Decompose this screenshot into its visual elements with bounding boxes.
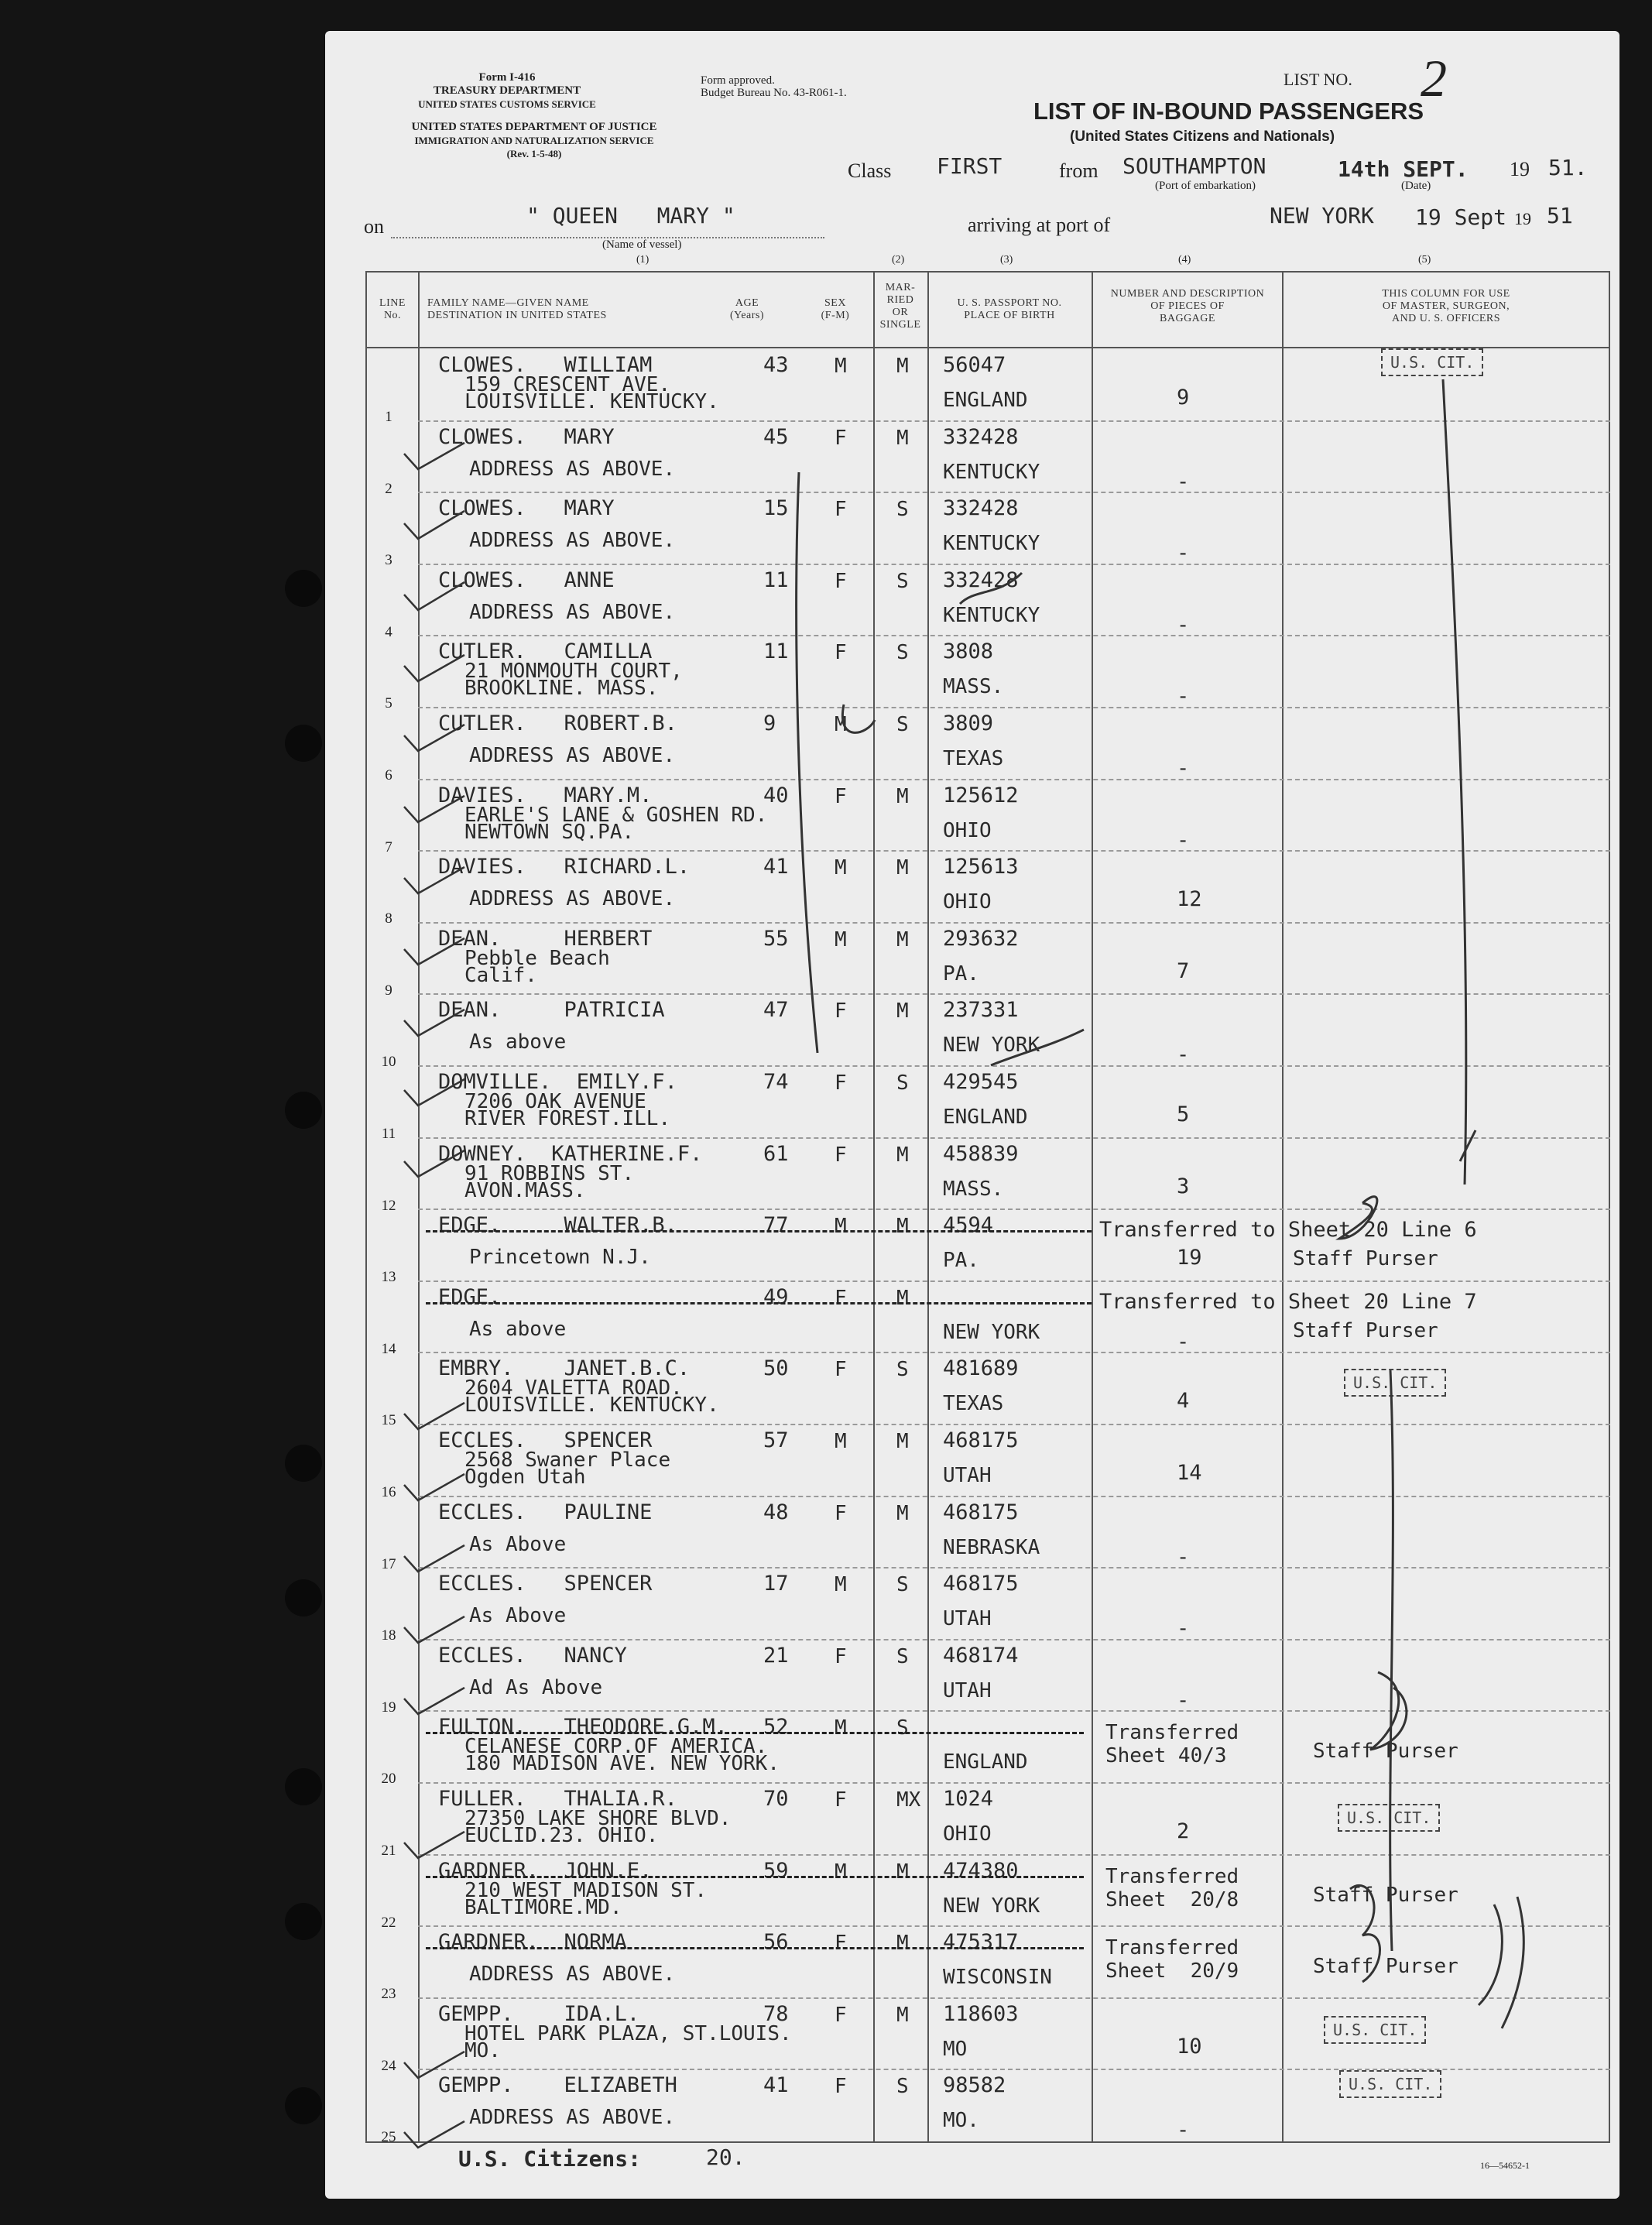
header-baggage: NUMBER AND DESCRIPTION OF PIECES OF BAGGAGE bbox=[1110, 288, 1265, 324]
col-num-3: (3) bbox=[1000, 254, 1013, 266]
place-of-birth: ENGLAND bbox=[943, 1106, 1028, 1129]
marital-status: S bbox=[896, 1071, 909, 1095]
transfer-remark: Transferred to Sheet 20 Line 7 bbox=[1099, 1289, 1477, 1314]
arrival-year-prefix: 19 bbox=[1514, 209, 1531, 228]
sex: M bbox=[835, 1716, 847, 1740]
address-line-2: BROOKLINE. MASS. bbox=[464, 677, 659, 701]
passport-no: 293632 bbox=[943, 926, 1019, 951]
marital-status: M bbox=[896, 1860, 909, 1884]
marital-status: M bbox=[896, 1215, 909, 1239]
address-line-2: AVON.MASS. bbox=[464, 1178, 586, 1202]
marital-status: S bbox=[896, 498, 909, 522]
baggage-count: 14 bbox=[1177, 1461, 1202, 1485]
sex: F bbox=[835, 1286, 847, 1310]
marital-status: M bbox=[896, 355, 909, 378]
passenger-name: EMBRY. JANET.B.C. bbox=[438, 1356, 691, 1381]
vessel-caption: (Name of vessel) bbox=[602, 238, 682, 251]
staff-purser-note: Staff Purser bbox=[1313, 1740, 1458, 1764]
baggage-count: 2 bbox=[1177, 1819, 1190, 1843]
place-of-birth: TEXAS bbox=[943, 1392, 1004, 1416]
place-of-birth: MASS. bbox=[943, 675, 1004, 699]
header-age: AGE (Years) bbox=[729, 297, 765, 321]
baggage-count: - bbox=[1177, 756, 1190, 780]
passenger-name: CLOWES. ANNE bbox=[438, 567, 615, 592]
passport-no: 468175 bbox=[943, 1500, 1019, 1524]
sex: F bbox=[835, 999, 847, 1023]
line-number: 22 bbox=[381, 1914, 396, 1931]
place-of-birth: MASS. bbox=[943, 1177, 1004, 1201]
list-no-label: LIST NO. bbox=[1284, 70, 1352, 89]
passenger-name: ECCLES. SPENCER bbox=[438, 1428, 653, 1452]
us-cit-stamp: U.S. CIT. bbox=[1381, 348, 1483, 376]
passport-no: 98582 bbox=[943, 2073, 1006, 2098]
line-number: 12 bbox=[381, 1197, 396, 1214]
marital-status: M bbox=[896, 784, 909, 808]
passenger-name: DEAN. PATRICIA bbox=[438, 998, 665, 1023]
line-number: 19 bbox=[381, 1699, 396, 1716]
header-sex: SEX (F-M) bbox=[821, 297, 850, 321]
place-of-birth: OHIO bbox=[943, 1822, 992, 1846]
address-line-1: 27350 LAKE SHORE BLVD. bbox=[464, 1807, 732, 1830]
passenger-name: CLOWES. MARY bbox=[438, 496, 615, 521]
address-line-1: CELANESE CORP.OF AMERICA. bbox=[464, 1735, 768, 1759]
sex: M bbox=[835, 927, 847, 951]
address-line-2: RIVER FOREST.ILL. bbox=[464, 1107, 671, 1130]
place-of-birth: KENTUCKY bbox=[943, 460, 1040, 484]
port-caption: (Port of embarkation) bbox=[1155, 180, 1256, 192]
address-line-2: As above bbox=[469, 1317, 567, 1341]
baggage-count: 3 bbox=[1177, 1174, 1190, 1198]
sex: M bbox=[835, 713, 847, 736]
class-label: Class bbox=[848, 159, 892, 182]
us-cit-stamp: U.S. CIT. bbox=[1338, 1804, 1440, 1832]
sex: F bbox=[835, 1358, 847, 1382]
passenger-name: EDGE. bbox=[438, 1284, 502, 1309]
passport-no: 468175 bbox=[943, 1572, 1019, 1596]
age: 55 bbox=[763, 926, 789, 951]
address-line-2: ADDRESS AS ABOVE. bbox=[469, 744, 676, 767]
sex: M bbox=[835, 1215, 847, 1239]
passport-no: 458839 bbox=[943, 1141, 1019, 1166]
baggage-count: - bbox=[1177, 541, 1190, 566]
age: 9 bbox=[763, 711, 776, 735]
vessel-name: " QUEEN MARY " bbox=[526, 203, 735, 228]
marital-status: S bbox=[896, 1716, 909, 1740]
baggage-count: - bbox=[1177, 612, 1190, 637]
sex: F bbox=[835, 784, 847, 808]
sex: F bbox=[835, 1071, 847, 1095]
us-citizens-total: 20. bbox=[706, 2144, 745, 2170]
age: 49 bbox=[763, 1284, 789, 1309]
address-line-2: MO. bbox=[464, 2038, 501, 2062]
transfer-remark: Transferred to Sheet 20 Line 6 bbox=[1099, 1218, 1477, 1243]
place-of-birth: ENGLAND bbox=[943, 1750, 1028, 1774]
marital-status: MX bbox=[896, 1788, 921, 1812]
address-line-1: 2568 Swaner Place bbox=[464, 1448, 671, 1472]
address-line-2: Princetown N.J. bbox=[469, 1246, 651, 1270]
passenger-name: DEAN. HERBERT bbox=[438, 926, 653, 951]
marital-status: S bbox=[896, 569, 909, 593]
baggage-count: - bbox=[1177, 469, 1190, 494]
us-cit-stamp: U.S. CIT. bbox=[1344, 1369, 1446, 1397]
form-subtitle: (United States Citizens and Nationals) bbox=[1070, 129, 1335, 145]
age: 41 bbox=[763, 2073, 789, 2098]
marital-status: M bbox=[896, 856, 909, 880]
passenger-name: ECCLES. NANCY bbox=[438, 1643, 627, 1668]
address-line-2: As Above bbox=[469, 1604, 567, 1628]
budget-bureau: Budget Bureau No. 43-R061-1. bbox=[701, 87, 847, 99]
address-line-2: EUCLID.23. OHIO. bbox=[464, 1824, 659, 1847]
address-line-2: Calif. bbox=[464, 963, 537, 987]
line-number: 9 bbox=[385, 982, 392, 999]
sex: F bbox=[835, 1644, 847, 1668]
arrival-port: NEW YORK bbox=[1270, 203, 1374, 228]
marital-status: S bbox=[896, 1573, 909, 1597]
us-citizens-label: U.S. Citizens: bbox=[458, 2146, 642, 2172]
baggage-count: - bbox=[1177, 1043, 1190, 1068]
address-line-2: As above bbox=[469, 1030, 567, 1054]
marital-status: M bbox=[896, 426, 909, 450]
passenger-name: EDGE. WALTER.B. bbox=[438, 1213, 677, 1238]
passenger-name: DAVIES. RICHARD.L. bbox=[438, 855, 691, 879]
address-line-2: ADDRESS AS ABOVE. bbox=[469, 457, 676, 481]
passport-no: 237331 bbox=[943, 998, 1019, 1023]
sex: M bbox=[835, 856, 847, 880]
address-line-1: HOTEL PARK PLAZA, ST.LOUIS. bbox=[464, 2021, 792, 2045]
baggage-count: - bbox=[1177, 828, 1190, 852]
age: 52 bbox=[763, 1715, 789, 1740]
passport-no: 125612 bbox=[943, 783, 1019, 807]
staff-purser-note: Staff Purser bbox=[1293, 1318, 1438, 1342]
address-line-1: 159 CRESCENT AVE. bbox=[464, 373, 671, 396]
address-line-2: As Above bbox=[469, 1532, 567, 1556]
transfer-remark: Transferred bbox=[1105, 1936, 1239, 1960]
address-line-2: ADDRESS AS ABOVE. bbox=[469, 887, 676, 911]
marital-status: S bbox=[896, 2075, 909, 2099]
place-of-birth: PA. bbox=[943, 962, 979, 986]
address-line-2: LOUISVILLE. KENTUCKY. bbox=[464, 1394, 719, 1418]
address-line-2: ADDRESS AS ABOVE. bbox=[469, 600, 676, 624]
place-of-birth: NEW YORK bbox=[943, 1320, 1040, 1344]
baggage-count: 7 bbox=[1177, 958, 1190, 983]
sex: F bbox=[835, 2003, 847, 2027]
line-number: 7 bbox=[385, 838, 392, 855]
age: 48 bbox=[763, 1500, 789, 1524]
baggage-count: - bbox=[1177, 1688, 1190, 1712]
baggage-count: 12 bbox=[1177, 887, 1202, 912]
passport-no: 4594 bbox=[943, 1213, 994, 1238]
arrival-year: 51 bbox=[1547, 203, 1573, 228]
address-line-1: Pebble Beach bbox=[464, 946, 610, 970]
address-line-1: 21 MONMOUTH COURT, bbox=[464, 660, 683, 684]
line-number: 16 bbox=[381, 1484, 396, 1500]
header-line-no: LINE No. bbox=[379, 297, 406, 321]
line-number: 11 bbox=[381, 1126, 396, 1142]
line-number: 15 bbox=[381, 1412, 396, 1429]
baggage-count: 4 bbox=[1177, 1389, 1190, 1414]
arriving-label: arriving at port of bbox=[968, 214, 1111, 236]
passport-no: 481689 bbox=[943, 1356, 1019, 1381]
marital-status: S bbox=[896, 1644, 909, 1668]
ins-service: IMMIGRATION AND NATURALIZATION SERVICE bbox=[414, 135, 654, 146]
transfer-remark: Transferred bbox=[1105, 1721, 1239, 1745]
baggage-count: 9 bbox=[1177, 386, 1190, 410]
baggage-count: 10 bbox=[1177, 2034, 1202, 2059]
passport-no: 429545 bbox=[943, 1070, 1019, 1094]
address-line-2: NEWTOWN SQ.PA. bbox=[464, 820, 635, 844]
age: 78 bbox=[763, 2001, 789, 2026]
place-of-birth: OHIO bbox=[943, 818, 992, 842]
address-line-1: EARLE'S LANE & GOSHEN RD. bbox=[464, 803, 768, 827]
line-number: 24 bbox=[381, 2057, 396, 2074]
address-line-1: 210 WEST MADISON ST. bbox=[464, 1878, 708, 1902]
age: 41 bbox=[763, 855, 789, 879]
justice-dept: UNITED STATES DEPARTMENT OF JUSTICE bbox=[411, 121, 657, 133]
sex: M bbox=[835, 1573, 847, 1597]
year-prefix: 19 bbox=[1510, 158, 1530, 180]
passenger-name: CUTLER. ROBERT.B. bbox=[438, 711, 677, 735]
passport-no: 1024 bbox=[943, 1787, 994, 1811]
us-cit-stamp: U.S. CIT. bbox=[1324, 2016, 1426, 2044]
on-label: on bbox=[364, 215, 384, 238]
sex: F bbox=[835, 569, 847, 593]
staff-purser-note: Staff Purser bbox=[1293, 1247, 1438, 1271]
passport-no: 3809 bbox=[943, 711, 994, 735]
sex: F bbox=[835, 1501, 847, 1525]
passport-no: 3808 bbox=[943, 639, 994, 664]
passenger-name: GEMPP. ELIZABETH bbox=[438, 2073, 677, 2098]
marital-status: M bbox=[896, 999, 909, 1023]
address-line-2: ADDRESS AS ABOVE. bbox=[469, 2106, 676, 2130]
transfer-sheet: Sheet 20/8 bbox=[1105, 1887, 1239, 1911]
line-number: 23 bbox=[381, 1986, 396, 2003]
baggage-count: 19 bbox=[1177, 1246, 1202, 1270]
baggage-count: - bbox=[1177, 2118, 1190, 2143]
baggage-count: 5 bbox=[1177, 1102, 1190, 1126]
baggage-count: - bbox=[1177, 684, 1190, 709]
sex: F bbox=[835, 1788, 847, 1812]
passenger-name: GEMPP. IDA.L. bbox=[438, 2001, 640, 2026]
passport-no: 468174 bbox=[943, 1643, 1019, 1668]
us-cit-stamp: U.S. CIT. bbox=[1339, 2070, 1441, 2098]
age: 11 bbox=[763, 639, 789, 664]
line-number: 2 bbox=[385, 480, 392, 497]
marital-status: S bbox=[896, 641, 909, 665]
age: 56 bbox=[763, 1930, 789, 1955]
marital-status: M bbox=[896, 927, 909, 951]
baggage-count: - bbox=[1177, 1544, 1190, 1569]
address-line-1: 91 ROBBINS ST. bbox=[464, 1161, 635, 1185]
age: 43 bbox=[763, 353, 789, 377]
transfer-sheet: Sheet 20/9 bbox=[1105, 1959, 1239, 1983]
line-number: 10 bbox=[381, 1054, 396, 1071]
age: 40 bbox=[763, 783, 789, 807]
form-title: LIST OF IN-BOUND PASSENGERS bbox=[1033, 98, 1424, 125]
sex: F bbox=[835, 426, 847, 450]
marital-status: M bbox=[896, 1286, 909, 1310]
address-line-2: ADDRESS AS ABOVE. bbox=[469, 529, 676, 553]
line-number: 1 bbox=[385, 409, 392, 425]
list-no: 2 bbox=[1421, 49, 1447, 108]
age: 17 bbox=[763, 1572, 789, 1596]
marital-status: M bbox=[896, 1932, 909, 1956]
departure-date: 14th SEPT. bbox=[1338, 156, 1469, 182]
passenger-name: DOMVILLE. EMILY.F. bbox=[438, 1070, 677, 1094]
sex: F bbox=[835, 641, 847, 665]
place-of-birth: NEW YORK bbox=[943, 1894, 1040, 1918]
passenger-name: ECCLES. SPENCER bbox=[438, 1572, 653, 1596]
header-married: MAR- RIED OR SINGLE bbox=[879, 282, 921, 331]
footer-code: 16—54652-1 bbox=[1480, 2160, 1530, 2171]
passenger-name: CLOWES. WILLIAM bbox=[438, 353, 653, 377]
place-of-birth: KENTUCKY bbox=[943, 532, 1040, 556]
baggage-count: - bbox=[1177, 1616, 1190, 1641]
embarkation-port: SOUTHAMPTON bbox=[1122, 153, 1266, 179]
staff-purser-note: Staff Purser bbox=[1313, 1955, 1458, 1979]
place-of-birth: PA. bbox=[943, 1249, 979, 1273]
age: 59 bbox=[763, 1858, 789, 1883]
line-number: 4 bbox=[385, 623, 392, 640]
customs-service: UNITED STATES CUSTOMS SERVICE bbox=[418, 98, 596, 110]
line-number: 21 bbox=[381, 1843, 396, 1859]
address-line-2: BALTIMORE.MD. bbox=[464, 1895, 622, 1919]
age: 61 bbox=[763, 1141, 789, 1166]
header-passport: U. S. PASSPORT NO. PLACE OF BIRTH bbox=[957, 297, 1062, 321]
passport-no: 475317 bbox=[943, 1930, 1019, 1955]
col-num-1: (1) bbox=[636, 254, 649, 266]
passport-no: 468175 bbox=[943, 1428, 1019, 1452]
marital-status: M bbox=[896, 1143, 909, 1167]
age: 47 bbox=[763, 998, 789, 1023]
line-number: 17 bbox=[381, 1555, 396, 1572]
passport-no: 332428 bbox=[943, 496, 1019, 521]
transfer-remark: Transferred bbox=[1105, 1864, 1239, 1888]
passenger-name: FULTON. THEODORE.G.M. bbox=[438, 1715, 728, 1740]
baggage-count: - bbox=[1177, 1329, 1190, 1354]
line-number: 5 bbox=[385, 695, 392, 712]
passport-no: 332428 bbox=[943, 567, 1019, 592]
revision: (Rev. 1-5-48) bbox=[506, 148, 562, 159]
address-line-2: LOUISVILLE. KENTUCKY. bbox=[464, 390, 719, 413]
col-num-4: (4) bbox=[1178, 254, 1191, 266]
age: 70 bbox=[763, 1787, 789, 1811]
passport-no: 332428 bbox=[943, 424, 1019, 449]
form-number: Form I-416 bbox=[478, 71, 536, 84]
place-of-birth: MO. bbox=[943, 2109, 979, 2133]
place-of-birth: MO bbox=[943, 2037, 968, 2061]
treasury-dept: TREASURY DEPARTMENT bbox=[433, 84, 581, 97]
form-approved: Form approved. bbox=[701, 74, 775, 87]
col-num-5: (5) bbox=[1418, 254, 1431, 266]
class-value: FIRST bbox=[937, 153, 1003, 179]
passenger-name: DOWNEY. KATHERINE.F. bbox=[438, 1141, 703, 1166]
passenger-name: CLOWES. MARY bbox=[438, 424, 615, 449]
passport-no: 118603 bbox=[943, 2001, 1019, 2026]
line-number: 3 bbox=[385, 552, 392, 569]
line-number: 6 bbox=[385, 767, 392, 783]
line-number: 18 bbox=[381, 1627, 396, 1644]
sex: F bbox=[835, 1143, 847, 1167]
address-line-2: ADDRESS AS ABOVE. bbox=[469, 1963, 676, 1987]
marital-status: M bbox=[896, 1430, 909, 1453]
age: 11 bbox=[763, 567, 789, 592]
marital-status: S bbox=[896, 1358, 909, 1382]
line-number: 20 bbox=[381, 1771, 396, 1788]
line-number: 8 bbox=[385, 910, 392, 927]
sex: M bbox=[835, 355, 847, 378]
age: 57 bbox=[763, 1428, 789, 1452]
from-label: from bbox=[1059, 159, 1098, 182]
address-line-2: 180 MADISON AVE. NEW YORK. bbox=[464, 1752, 780, 1776]
address-line-2: Ad As Above bbox=[469, 1675, 603, 1699]
header-name: FAMILY NAME—GIVEN NAME DESTINATION IN UNITED STATES bbox=[427, 297, 607, 321]
line-number: 25 bbox=[381, 2129, 396, 2146]
passport-no: 474380 bbox=[943, 1858, 1019, 1883]
place-of-birth: TEXAS bbox=[943, 747, 1004, 770]
place-of-birth: UTAH bbox=[943, 1607, 992, 1631]
address-line-2: Ogden Utah bbox=[464, 1466, 586, 1489]
sex: M bbox=[835, 1860, 847, 1884]
passenger-name: CUTLER. CAMILLA bbox=[438, 639, 653, 664]
marital-status: M bbox=[896, 1501, 909, 1525]
place-of-birth: NEBRASKA bbox=[943, 1535, 1040, 1559]
staff-purser-note: Staff Purser bbox=[1313, 1883, 1458, 1907]
line-number: 14 bbox=[381, 1340, 396, 1357]
header-officers: THIS COLUMN FOR USE OF MASTER, SURGEON, AND U. S. OFFICERS bbox=[1382, 288, 1510, 324]
sex: F bbox=[835, 1932, 847, 1956]
sex: F bbox=[835, 2075, 847, 2099]
age: 21 bbox=[763, 1643, 789, 1668]
transfer-sheet: Sheet 40/3 bbox=[1105, 1744, 1227, 1768]
age: 74 bbox=[763, 1070, 789, 1094]
col-num-2: (2) bbox=[892, 254, 905, 266]
age: 15 bbox=[763, 496, 789, 521]
passenger-name: GARDNER. NORMA bbox=[438, 1930, 627, 1955]
place-of-birth: ENGLAND bbox=[943, 389, 1028, 412]
marital-status: M bbox=[896, 2003, 909, 2027]
address-line-1: 7206 OAK AVENUE bbox=[464, 1090, 646, 1113]
address-line-1: 2604 VALETTA ROAD. bbox=[464, 1376, 683, 1400]
age: 77 bbox=[763, 1213, 789, 1238]
passenger-name: DAVIES. MARY.M. bbox=[438, 783, 653, 807]
passport-no: 56047 bbox=[943, 353, 1006, 377]
marital-status: S bbox=[896, 713, 909, 736]
place-of-birth: NEW YORK bbox=[943, 1034, 1040, 1058]
passenger-name: ECCLES. PAULINE bbox=[438, 1500, 653, 1524]
arrival-date: 19 Sept bbox=[1415, 204, 1507, 230]
date-caption: (Date) bbox=[1401, 180, 1431, 192]
place-of-birth: UTAH bbox=[943, 1678, 992, 1702]
sex: M bbox=[835, 1430, 847, 1453]
place-of-birth: WISCONSIN bbox=[943, 1966, 1052, 1990]
departure-year: 51. bbox=[1548, 155, 1588, 180]
passenger-name: FULLER. THALIA.R. bbox=[438, 1787, 677, 1811]
place-of-birth: OHIO bbox=[943, 890, 992, 914]
line-number: 13 bbox=[381, 1269, 396, 1286]
place-of-birth: KENTUCKY bbox=[943, 603, 1040, 627]
passenger-name: GARDNER. JOHN.E. bbox=[438, 1858, 653, 1883]
passport-no: 125613 bbox=[943, 855, 1019, 879]
place-of-birth: UTAH bbox=[943, 1464, 992, 1487]
age: 50 bbox=[763, 1356, 789, 1381]
sex: F bbox=[835, 498, 847, 522]
age: 45 bbox=[763, 424, 789, 449]
